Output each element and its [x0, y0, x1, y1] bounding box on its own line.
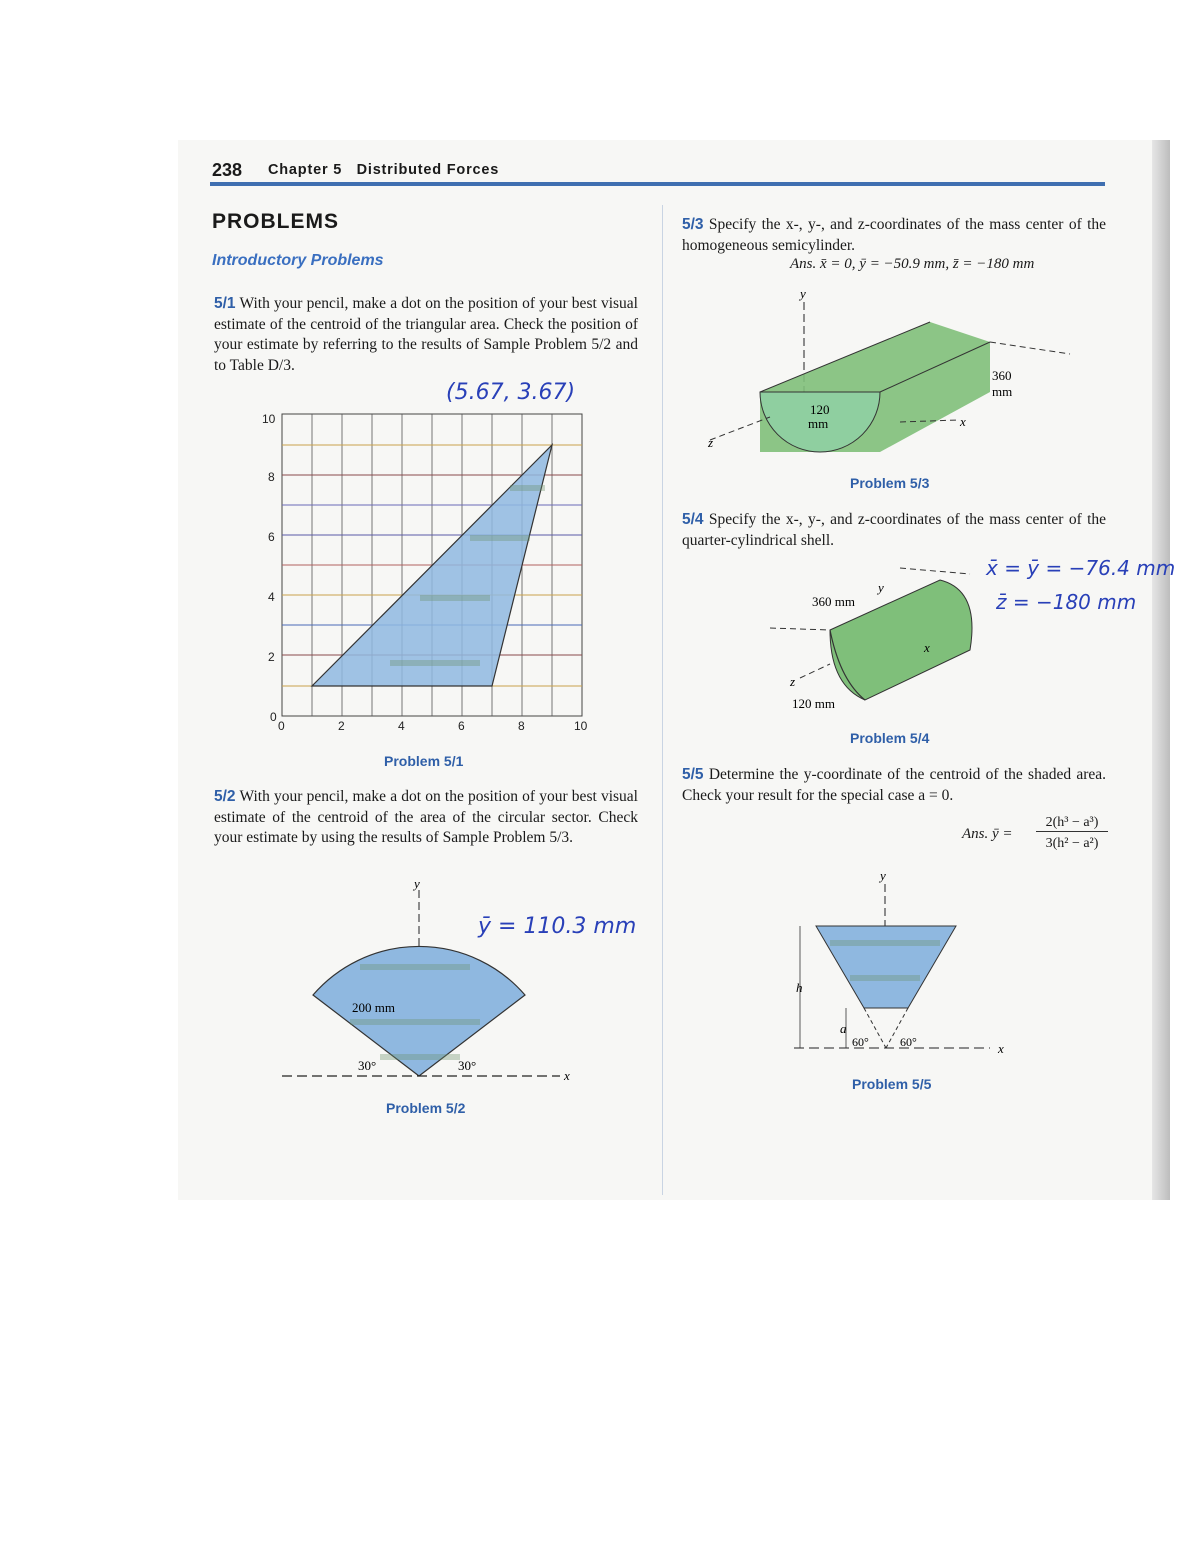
quarter-cylindrical-shell-figure: [760, 560, 990, 720]
caption-problem-5-4: Problem 5/4: [850, 730, 930, 746]
y-tick-10: 10: [262, 412, 276, 426]
y-tick-0: 0: [270, 710, 277, 724]
handwritten-answer-5-4-line1: x̄ = ȳ = −76.4 mm: [986, 556, 1176, 580]
z-axis-label: z: [790, 674, 796, 689]
answer-5-5-label: Ans. ȳ =: [962, 826, 1013, 842]
angle-left-label: 30°: [358, 1058, 377, 1073]
page-edge-shadow: [1152, 140, 1170, 1200]
semicylinder-figure: [700, 282, 1100, 462]
x-tick-0: 0: [278, 719, 285, 733]
length-unit: mm: [992, 384, 1013, 399]
x-tick-4: 4: [398, 719, 405, 733]
x-tick-10: 10: [574, 719, 588, 733]
length-value: 360: [992, 368, 1012, 383]
header-rule: [210, 182, 1105, 186]
caption-problem-5-3: Problem 5/3: [850, 475, 930, 491]
x-tick-2: 2: [338, 719, 345, 733]
y-axis-label: y: [880, 868, 886, 883]
problem-5-2-text: 5/2 With your pencil, make a dot on the position of your best visual estimate of the centroid of the area of the circular sector. Check your estimate by using the results of Sample Problem 5/3.: [214, 788, 638, 846]
circular-sector-figure: [270, 872, 590, 1092]
radius-unit: mm: [808, 416, 829, 431]
handwritten-answer-5-2: ȳ = 110.3 mm: [478, 914, 637, 939]
radius-label: 120 mm: [792, 696, 835, 711]
angle-right-label: 60°: [900, 1035, 917, 1049]
section-subheading: Introductory Problems: [212, 252, 384, 269]
section-heading: PROBLEMS: [212, 210, 340, 233]
caption-problem-5-1: Problem 5/1: [384, 753, 464, 769]
problem-5-4-text: 5/4 Specify the x-, y-, and z-coordinates of the mass center of the quarter-cylindrical shell.: [682, 511, 1107, 549]
angle-right-label: 30°: [458, 1058, 477, 1073]
y-tick-4: 4: [268, 590, 275, 604]
column-divider: [662, 205, 663, 1195]
a-label: a: [840, 1021, 847, 1036]
caption-problem-5-5: Problem 5/5: [852, 1076, 932, 1092]
trapezoid-area: [816, 926, 956, 1008]
x-axis-label: x: [924, 640, 930, 655]
problem-5-1-text: 5/1 With your pencil, make a dot on the position of your best visual estimate of the centroid of the triangular area. Check the position of your estimate by referring to the results of Sample Problem 5/2 and to Table D/3.: [214, 295, 638, 374]
x-tick-8: 8: [518, 719, 525, 733]
y-axis-label: y: [800, 286, 806, 301]
page-number: 238: [212, 160, 243, 180]
answer-5-5-numerator: 2(h³ − a³): [1036, 815, 1108, 832]
length-dimension-line: [990, 342, 1070, 354]
x-axis-label: x: [564, 1068, 570, 1083]
z-axis: [800, 664, 830, 678]
y-axis-label: y: [414, 876, 420, 891]
y-axis-label: y: [878, 580, 884, 595]
y-tick-8: 8: [268, 470, 275, 484]
angle-left-label: 60°: [852, 1035, 869, 1049]
caption-problem-5-2: Problem 5/2: [386, 1100, 466, 1116]
answer-5-3: Ans. x̄ = 0, ȳ = −50.9 mm, z̄ = −180 mm: [790, 256, 1035, 272]
handwritten-answer-5-4-line2: z̄ = −180 mm: [996, 590, 1137, 614]
problem-5-3-text: 5/3 Specify the x-, y-, and z-coordinates of the mass center of the homogeneous semicylinder.: [682, 216, 1107, 254]
h-label: h: [796, 980, 803, 995]
y-tick-6: 6: [268, 530, 275, 544]
x-axis-label: x: [998, 1041, 1004, 1056]
problem-5-5-text: 5/5 Determine the y-coordinate of the centroid of the shaded area. Check your result for the special case a = 0.: [682, 766, 1107, 804]
radius-label: 200 mm: [352, 1000, 395, 1015]
z-axis-label: z: [708, 435, 714, 450]
y-tick-2: 2: [268, 650, 275, 664]
x-tick-6: 6: [458, 719, 465, 733]
answer-5-5-denominator: 3(h² − a²): [1045, 836, 1099, 851]
handwritten-answer-5-1: (5.67, 3.67): [446, 380, 576, 405]
radius-value: 120: [810, 402, 830, 417]
length-label: 360 mm: [812, 594, 855, 609]
chapter-label: Chapter 5 Distributed Forces: [268, 162, 500, 178]
triangle-grid-figure: [250, 408, 600, 738]
x-axis-label: x: [960, 414, 966, 429]
trapezoid-area-figure: [780, 868, 1020, 1058]
